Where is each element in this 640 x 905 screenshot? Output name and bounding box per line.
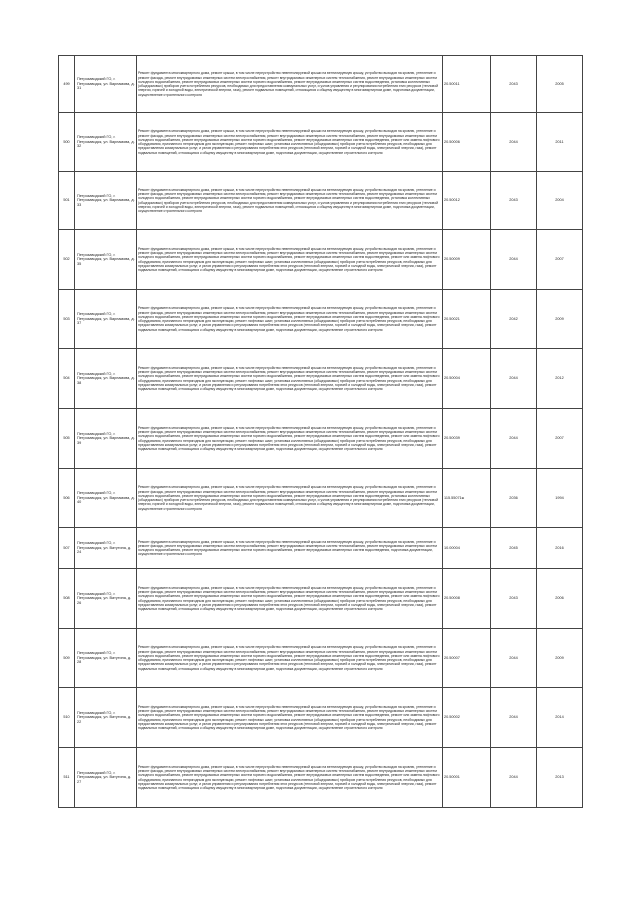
work-list: Ремонт фундамента многоквартирного дома, ремонт крыши, в том числе переустройство невентилируемой крыши на вентилируемую крышу, устройство выходов на кровлю, утепление и ремонт фасада, ремонт внутридомовых инженерных систем электроснабжения, ремонт внутридомовых инженерных систем теплоснабжения, ремонт внутридомовых инженерных систем холодного водоснабжения, ремонт внутридомовых инженерных систем горячего водоснабжения, ремонт внутридомовых инженерных систем водоотведения, установка коллективных (общедомовых) приборов учета потребления ресурсов, необходимых для предоставления коммунальных услуг, и узлов управления и регулирования потребления этих ресурсов (тепловой энергии, горячей и холодной воды, электрической энергии, газа), ремонт подвальных помещений, относящихся к общему имуществу в многоквартирном доме, подготовка документации, осуществление строительного контроля: [137, 56, 443, 113]
year-to: 2016: [537, 528, 583, 569]
address: Петрозаводский ГО, г. Петрозаводск, ул. Варламова, д. 35: [75, 230, 137, 290]
table-row: [59, 290, 583, 349]
capital-repair-table: [58, 55, 583, 808]
year-from: 2044: [491, 113, 537, 172]
building-code: 20.50006: [443, 113, 491, 172]
building-code: 20.50004: [443, 349, 491, 409]
work-list: Ремонт фундамента многоквартирного дома, ремонт крыши, в том числе переустройство невентилируемой крыши на вентилируемую крышу, устройство выходов на кровлю, утепление и ремонт фасада, ремонт внутридомовых инженерных систем электроснабжения, ремонт внутридомовых инженерных систем теплоснабжения, ремонт внутридомовых инженерных систем холодного водоснабжения, ремонт внутридомовых инженерных систем горячего водоснабжения, ремонт внутридомовых инженерных систем водоотведения, ремонт или замена лифтового оборудования, признанного непригодным для эксплуатации, ремонт лифтовых шахт, установка коллективных (общедомовых) приборов учета потребления ресурсов, необходимых для предоставления коммунальных услуг, и узлов управления и регулирования потребления этих ресурсов (тепловой энергии, горячей и холодной воды, электрической энергии, газа), ремонт подвальных помещений, относящихся к общему имуществу в многоквартирном доме, подготовка документации, осуществление строительного контроля: [137, 688, 443, 748]
row-number: 509: [59, 629, 75, 688]
address: Петрозаводский ГО, г. Петрозаводск, ул. Варламова, д. 40: [75, 469, 137, 528]
year-from: 2043: [491, 172, 537, 230]
row-number: 508: [59, 569, 75, 629]
year-to: 2009: [537, 290, 583, 349]
year-to: 2011: [537, 113, 583, 172]
work-list: Ремонт фундамента многоквартирного дома, ремонт крыши, в том числе переустройство невентилируемой крыши на вентилируемую крышу, устройство выходов на кровлю, утепление и ремонт фасада, ремонт внутридомовых инженерных систем электроснабжения, ремонт внутридомовых инженерных систем теплоснабжения, ремонт внутридомовых инженерных систем холодного водоснабжения, ремонт внутридомовых инженерных систем горячего водоснабжения, ремонт внутридомовых инженерных систем водоотведения, ремонт или замена лифтового оборудования, признанного непригодным для эксплуатации, ремонт лифтовых шахт, установка коллективных (общедомовых) приборов учета потребления ресурсов, необходимых для предоставления коммунальных услуг, и узлов управления и регулирования потребления этих ресурсов (тепловой энергии, горячей и холодной воды, электрической энергии, газа), ремонт подвальных помещений, относящихся к общему имуществу в многоквартирном доме, подготовка документации, осуществление строительного контроля: [137, 113, 443, 172]
year-from: 2043: [491, 569, 537, 629]
work-list: Ремонт фундамента многоквартирного дома, ремонт крыши, в том числе переустройство невентилируемой крыши на вентилируемую крышу, устройство выходов на кровлю, утепление и ремонт фасада, ремонт внутридомовых инженерных систем электроснабжения, ремонт внутридомовых инженерных систем теплоснабжения, ремонт внутридомовых инженерных систем холодного водоснабжения, ремонт внутридомовых инженерных систем горячего водоснабжения, ремонт внутридомовых инженерных систем водоотведения, ремонт или замена лифтового оборудования, признанного непригодным для эксплуатации, ремонт лифтовых шахт, установка коллективных (общедомовых) приборов учета потребления ресурсов, необходимых для предоставления коммунальных услуг, и узлов управления и регулирования потребления этих ресурсов (тепловой энергии, горячей и холодной воды, электрической энергии, газа), ремонт подвальных помещений, относящихся к общему имуществу в многоквартирном доме, подготовка документации, осуществление строительного контроля: [137, 748, 443, 808]
year-to: 2006: [537, 569, 583, 629]
year-from: 2044: [491, 688, 537, 748]
work-list: Ремонт фундамента многоквартирного дома, ремонт крыши, в том числе переустройство невентилируемой крыши на вентилируемую крышу, устройство выходов на кровлю, утепление и ремонт фасада, ремонт внутридомовых инженерных систем электроснабжения, ремонт внутридомовых инженерных систем теплоснабжения, ремонт внутридомовых инженерных систем холодного водоснабжения, ремонт внутридомовых инженерных систем горячего водоснабжения, ремонт внутридомовых инженерных систем водоотведения, ремонт или замена лифтового оборудования, признанного непригодным для эксплуатации, ремонт лифтовых шахт, установка коллективных (общедомовых) приборов учета потребления ресурсов, необходимых для предоставления коммунальных услуг, и узлов управления и регулирования потребления этих ресурсов (тепловой энергии, горячей и холодной воды, электрической энергии, газа), ремонт подвальных помещений, относящихся к общему имуществу в многоквартирном доме, подготовка документации, осуществление строительного контроля: [137, 349, 443, 409]
table-row: [59, 469, 583, 528]
table-body: [59, 56, 583, 808]
year-to: 2005: [537, 56, 583, 113]
table-row: [59, 230, 583, 290]
table-row: [59, 409, 583, 469]
row-number: 502: [59, 230, 75, 290]
address: Петрозаводский ГО, г. Петрозаводск, ул. Варламова, д. 32: [75, 113, 137, 172]
year-from: 2043: [491, 56, 537, 113]
row-number: 506: [59, 469, 75, 528]
building-code: 10.00004: [443, 528, 491, 569]
year-to: 2007: [537, 230, 583, 290]
table-row: [59, 629, 583, 688]
row-number: 507: [59, 528, 75, 569]
table-row: [59, 688, 583, 748]
table-row: [59, 113, 583, 172]
address: Петрозаводский ГО, г. Петрозаводск, ул. Варламова, д. 38: [75, 349, 137, 409]
year-from: 2044: [491, 629, 537, 688]
building-code: 20.50002: [443, 688, 491, 748]
year-to: 1994: [537, 469, 583, 528]
building-code: 20.50001: [443, 748, 491, 808]
table-row: [59, 172, 583, 230]
address: Петрозаводский ГО, г. Петрозаводск, ул. Варламова, д. 33: [75, 172, 137, 230]
row-number: 500: [59, 113, 75, 172]
year-to: 2013: [537, 748, 583, 808]
row-number: 511: [59, 748, 75, 808]
row-number: 510: [59, 688, 75, 748]
address: Петрозаводский ГО, г. Петрозаводск, ул. Ватутина, д. 27: [75, 748, 137, 808]
row-number: 499: [59, 56, 75, 113]
year-to: 2014: [537, 688, 583, 748]
building-code: 20.50008: [443, 569, 491, 629]
work-list: Ремонт фундамента многоквартирного дома, ремонт крыши, в том числе переустройство невентилируемой крыши на вентилируемую крышу, устройство выходов на кровлю, утепление и ремонт фасада, ремонт внутридомовых инженерных систем электроснабжения, ремонт внутридомовых инженерных систем теплоснабжения, ремонт внутридомовых инженерных систем холодного водоснабжения, ремонт внутридомовых инженерных систем горячего водоснабжения, ремонт внутридомовых инженерных систем водоотведения, ремонт или замена лифтового оборудования, признанного непригодным для эксплуатации, ремонт лифтовых шахт, установка коллективных (общедомовых) приборов учета потребления ресурсов, необходимых для предоставления коммунальных услуг, и узлов управления и регулирования потребления этих ресурсов (тепловой энергии, горячей и холодной воды, электрической энергии, газа), ремонт подвальных помещений, относящихся к общему имуществу в многоквартирном доме, подготовка документации, осуществление строительного контроля: [137, 290, 443, 349]
year-to: 2004: [537, 172, 583, 230]
building-code: 115.55071ж: [443, 469, 491, 528]
year-from: 2042: [491, 290, 537, 349]
work-list: Ремонт фундамента многоквартирного дома, ремонт крыши, в том числе переустройство невентилируемой крыши на вентилируемую крышу, устройство выходов на кровлю, утепление и ремонт фасада, ремонт внутридомовых инженерных систем электроснабжения, ремонт внутридомовых инженерных систем теплоснабжения, ремонт внутридомовых инженерных систем холодного водоснабжения, ремонт внутридомовых инженерных систем горячего водоснабжения, ремонт внутридомовых инженерных систем водоотведения, ремонт или замена лифтового оборудования, признанного непригодным для эксплуатации, ремонт лифтовых шахт, установка коллективных (общедомовых) приборов учета потребления ресурсов, необходимых для предоставления коммунальных услуг, и узлов управления и регулирования потребления этих ресурсов (тепловой энергии, горячей и холодной воды, электрической энергии, газа), ремонт подвальных помещений, относящихся к общему имуществу в многоквартирном доме, подготовка документации, осуществление строительного контроля: [137, 409, 443, 469]
table-row: [59, 748, 583, 808]
building-code: 20.50039: [443, 409, 491, 469]
address: Петрозаводский ГО, г. Петрозаводск, ул. Ватутина, д. 26: [75, 569, 137, 629]
year-from: 2044: [491, 748, 537, 808]
row-number: 503: [59, 290, 75, 349]
address: Петрозаводский ГО, г. Петрозаводск, ул. Ватутина, д. 22: [75, 688, 137, 748]
address: Петрозаводский ГО, г. Петрозаводск, ул. Ватутина, д. 28: [75, 629, 137, 688]
year-from: 2045: [491, 528, 537, 569]
address: Петрозаводский ГО, г. Петрозаводск, ул. Варламова, д. 39: [75, 409, 137, 469]
building-code: 20.50009: [443, 230, 491, 290]
work-list: Ремонт фундамента многоквартирного дома, ремонт крыши, в том числе переустройство невентилируемой крыши на вентилируемую крышу, устройство выходов на кровлю, утепление и ремонт фасада, ремонт внутридомовых инженерных систем электроснабжения, ремонт внутридомовых инженерных систем теплоснабжения, ремонт внутридомовых инженерных систем холодного водоснабжения, ремонт внутридомовых инженерных систем горячего водоснабжения, ремонт внутридомовых инженерных систем водоотведения, установка коллективных (общедомовых) приборов учета потребления ресурсов, необходимых для предоставления коммунальных услуг, и узлов управления и регулирования потребления этих ресурсов (тепловой энергии, горячей и холодной воды, электрической энергии, газа), ремонт подвальных помещений, относящихся к общему имуществу в многоквартирном доме, подготовка документации, осуществление строительного контроля: [137, 172, 443, 230]
work-list: Ремонт фундамента многоквартирного дома, ремонт крыши, в том числе переустройство невентилируемой крыши на вентилируемую крышу, устройство выходов на кровлю, утепление и ремонт фасада, ремонт внутридомовых инженерных систем электроснабжения, ремонт внутридомовых инженерных систем теплоснабжения, ремонт внутридомовых инженерных систем холодного водоснабжения, ремонт внутридомовых инженерных систем горячего водоснабжения, ремонт внутридомовых инженерных систем водоотведения, ремонт или замена лифтового оборудования, признанного непригодным для эксплуатации, ремонт лифтовых шахт, установка коллективных (общедомовых) приборов учета потребления ресурсов, необходимых для предоставления коммунальных услуг, и узлов управления и регулирования потребления этих ресурсов (тепловой энергии, горячей и холодной воды, электрической энергии, газа), ремонт подвальных помещений, относящихся к общему имуществу в многоквартирном доме, подготовка документации, осуществление строительного контроля: [137, 629, 443, 688]
work-list: Ремонт фундамента многоквартирного дома, ремонт крыши, в том числе переустройство невентилируемой крыши на вентилируемую крышу, устройство выходов на кровлю, утепление и ремонт фасада, ремонт внутридомовых инженерных систем электроснабжения, ремонт внутридомовых инженерных систем теплоснабжения, ремонт внутридомовых инженерных систем холодного водоснабжения, ремонт внутридомовых инженерных систем горячего водоснабжения, ремонт внутридомовых инженерных систем водоотведения, установка коллективных (общедомовых) приборов учета потребления ресурсов, необходимых для предоставления коммунальных услуг, и узлов управления и регулирования потребления этих ресурсов (тепловой энергии, горячей и холодной воды, электрической энергии, газа), ремонт подвальных помещений, относящихся к общему имуществу в многоквартирном доме, подготовка документации, осуществление строительного контроля: [137, 469, 443, 528]
year-to: 2007: [537, 409, 583, 469]
building-code: 20.50012: [443, 172, 491, 230]
year-to: 2009: [537, 629, 583, 688]
year-from: 2044: [491, 349, 537, 409]
building-code: 20.50011: [443, 56, 491, 113]
building-code: 20.50007: [443, 629, 491, 688]
address: Петрозаводский ГО, г. Петрозаводск, ул. Варламова, д. 37: [75, 290, 137, 349]
table-row: [59, 56, 583, 113]
table-row: [59, 528, 583, 569]
year-from: 2036: [491, 469, 537, 528]
row-number: 501: [59, 172, 75, 230]
address: Петрозаводский ГО, г. Петрозаводск, ул. Варламова, д. 31: [75, 56, 137, 113]
row-number: 505: [59, 409, 75, 469]
row-number: 504: [59, 349, 75, 409]
table-row: [59, 349, 583, 409]
work-list: Ремонт фундамента многоквартирного дома, ремонт крыши, в том числе переустройство невентилируемой крыши на вентилируемую крышу, устройство выходов на кровлю, утепление и ремонт фасада, ремонт внутридомовых инженерных систем электроснабжения, ремонт внутридомовых инженерных систем теплоснабжения, ремонт внутридомовых инженерных систем холодного водоснабжения, ремонт внутридомовых инженерных систем горячего водоснабжения, ремонт внутридомовых инженерных систем водоотведения, подготовка документации, осуществление строительного контроля: [137, 528, 443, 569]
table-row: [59, 569, 583, 629]
year-from: 2044: [491, 230, 537, 290]
building-code: 20.50021: [443, 290, 491, 349]
address: Петрозаводский ГО, г. Петрозаводск, ул. Ватутина, д. 24: [75, 528, 137, 569]
work-list: Ремонт фундамента многоквартирного дома, ремонт крыши, в том числе переустройство невентилируемой крыши на вентилируемую крышу, устройство выходов на кровлю, утепление и ремонт фасада, ремонт внутридомовых инженерных систем электроснабжения, ремонт внутридомовых инженерных систем теплоснабжения, ремонт внутридомовых инженерных систем холодного водоснабжения, ремонт внутридомовых инженерных систем горячего водоснабжения, ремонт внутридомовых инженерных систем водоотведения, ремонт или замена лифтового оборудования, признанного непригодным для эксплуатации, ремонт лифтовых шахт, установка коллективных (общедомовых) приборов учета потребления ресурсов, необходимых для предоставления коммунальных услуг, и узлов управления и регулирования потребления этих ресурсов (тепловой энергии, горячей и холодной воды, электрической энергии, газа), ремонт подвальных помещений, относящихся к общему имуществу в многоквартирном доме, подготовка документации, осуществление строительного контроля: [137, 569, 443, 629]
year-from: 2044: [491, 409, 537, 469]
work-list: Ремонт фундамента многоквартирного дома, ремонт крыши, в том числе переустройство невентилируемой крыши на вентилируемую крышу, устройство выходов на кровлю, утепление и ремонт фасада, ремонт внутридомовых инженерных систем электроснабжения, ремонт внутридомовых инженерных систем теплоснабжения, ремонт внутридомовых инженерных систем холодного водоснабжения, ремонт внутридомовых инженерных систем горячего водоснабжения, ремонт внутридомовых инженерных систем водоотведения, ремонт или замена лифтового оборудования, признанного непригодным для эксплуатации, ремонт лифтовых шахт, установка коллективных (общедомовых) приборов учета потребления ресурсов, необходимых для предоставления коммунальных услуг, и узлов управления и регулирования потребления этих ресурсов (тепловой энергии, горячей и холодной воды, электрической энергии, газа), ремонт подвальных помещений, относящихся к общему имуществу в многоквартирном доме, подготовка документации, осуществление строительного контроля: [137, 230, 443, 290]
year-to: 2012: [537, 349, 583, 409]
